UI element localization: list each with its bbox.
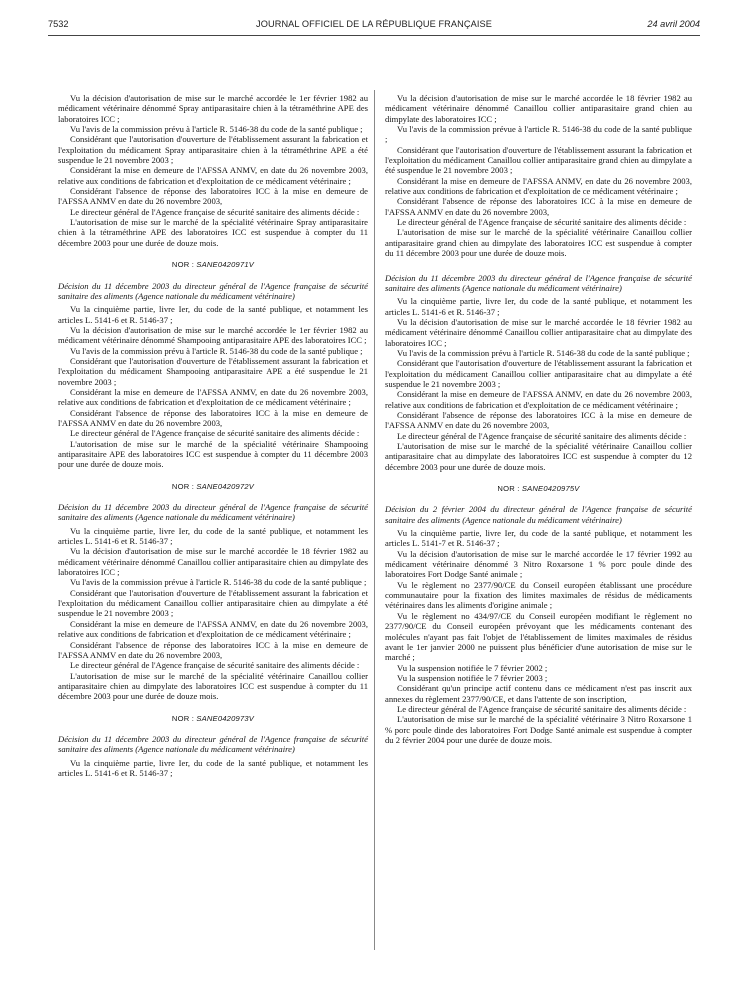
nor-code: SANE0420975V xyxy=(521,484,580,494)
paragraph: Vu la décision d'autorisation de mise sur le marché accordée le 18 février 1982 au médicament vétérinaire dénommé Canaillou collier antiparasitaire chat au dimpylate des laboratoires ICC ; xyxy=(385,316,692,348)
paragraph: Le directeur général de l'Agence française de sécurité sanitaire des aliments décide : xyxy=(397,703,687,714)
paragraph: Vu le règlement no 2377/90/CE du Conseil européen établissant une procédure communautaire pour la fixation des limites maximales de résidus de médicaments vétérinaires dans les aliments d'origine animale ; xyxy=(385,579,692,611)
paragraph: Considérant l'absence de réponse des laboratoires ICC à la mise en demeure de l'AFSSA ANMV en date du 26 novembre 2003, xyxy=(58,186,368,207)
issue-date: 24 avril 2004 xyxy=(647,19,700,29)
paragraph: Vu la décision d'autorisation de mise sur le marché accordée le 18 février 1982 au médicament vétérinaire dénommé Canaillou collier antiparasitaire grand chien au dimpylate des laboratoires ICC ; xyxy=(385,93,692,124)
paragraph: Vu l'avis de la commission prévu à l'article R. 5146-38 du code de la santé publique ; xyxy=(397,347,690,358)
column-divider xyxy=(374,90,375,950)
paragraph: Vu la cinquième partie, livre Ier, du code de la santé publique, et notamment les articles L. 5141-6 et R. 5146-37 ; xyxy=(58,525,368,547)
nor-label: NOR : xyxy=(171,260,195,270)
paragraph: Vu la cinquième partie, livre Ier, du code de la santé publique, et notamment les articles L. 5141-6 et R. 5146-37 ; xyxy=(58,304,368,325)
nor-code: SANE0420972V xyxy=(196,481,255,491)
paragraph: Considérant la mise en demeure de l'AFSSA ANMV, en date du 26 novembre 2003, relative aux conditions de fabrication et d'exploitation de ce médicament vétérinaire ; xyxy=(58,165,368,186)
paragraph: Vu la suspension notifiée le 7 février 2002 ; xyxy=(397,662,548,673)
page-number: 7532 xyxy=(48,19,69,29)
paragraph: Considérant qu'un principe actif contenu dans ce médicament n'est pas inscrit aux annexes du règlement 2377/90/CE, et dans l'attente de son inscription, xyxy=(385,683,692,704)
paragraph: Vu la cinquième partie, livre Ier, du code de la santé publique, et notamment les articles L. 5141-7 et R. 5146-37 ; xyxy=(385,528,692,549)
paragraph: Vu la décision d'autorisation de mise sur le marché accordée le 1er février 1982 au médicament vétérinaire dénommé Shampooing antiparasitaire APE des laboratoires ICC ; xyxy=(58,324,368,346)
paragraph: Vu la cinquième partie, livre Ier, du code de la santé publique, et notamment les articles L. 5141-6 et R. 5146-37 ; xyxy=(58,757,368,778)
nor-reference xyxy=(385,484,692,494)
nor-code: SANE0420971V xyxy=(196,260,255,270)
paragraph: L'autorisation de mise sur le marché de la spécialité vétérinaire Shampooing antiparasitaire APE des laboratoires ICC est suspendue à compter du 11 décembre 2003 pour une durée de douze mois. xyxy=(58,438,368,470)
nor-reference xyxy=(58,260,368,270)
paragraph: Vu l'avis de la commission prévue à l'article R. 5146-38 du code de la santé publique ; xyxy=(70,577,367,588)
right-column xyxy=(385,93,692,745)
nor-label: NOR : xyxy=(171,713,195,723)
nor-label: NOR : xyxy=(497,484,520,494)
paragraph: Le directeur général de l'Agence française de sécurité sanitaire des aliments décide : xyxy=(70,660,360,671)
paragraph: Vu la cinquième partie, livre Ier, du code de la santé publique, et notamment les articles L. 5141-6 et R. 5146-37 ; xyxy=(385,296,692,317)
journal-title: JOURNAL OFFICIEL DE LA RÉPUBLIQUE FRANÇAISE xyxy=(256,19,492,29)
paragraph: Le directeur général de l'Agence française de sécurité sanitaire des aliments décide : xyxy=(397,430,687,441)
decision-title: Décision du 11 décembre 2003 du directeur général de l'Agence française de sécurité sanitaire des aliments (Agence nationale du médicament vétérinaire) xyxy=(58,280,368,301)
nor-reference xyxy=(58,482,368,492)
paragraph: L'autorisation de mise sur le marché de la spécialité vétérinaire Canaillou collier antiparasitaire chien au dimpylate des laboratoires ICC est suspendue à compter du 11 décembre 2003 pour une durée de douze mois. xyxy=(58,670,368,702)
nor-label: NOR : xyxy=(171,481,195,491)
nor-reference xyxy=(58,714,368,724)
paragraph: Vu la décision d'autorisation de mise sur le marché accordée le 1er février 1982 au médicament vétérinaire dénommé Spray antiparasitaire chien à la tétraméthrine APE des laboratoires ICC ; xyxy=(58,93,368,124)
paragraph: Considérant l'absence de réponse des laboratoires ICC à la mise en demeure de l'AFSSA ANMV en date du 26 novembre 2003, xyxy=(385,196,692,217)
decision-title: Décision du 11 décembre 2003 du directeur général de l'Agence française de sécurité sanitaire des aliments (Agence nationale du médicament vétérinaire) xyxy=(58,733,368,755)
paragraph: Considérant l'absence de réponse des laboratoires ICC à la mise en demeure de l'AFSSA ANMV en date du 26 novembre 2003, xyxy=(58,407,368,428)
paragraph: Considérant la mise en demeure de l'AFSSA ANMV, en date du 26 novembre 2003, relative aux conditions de fabrication et d'exploitation de ce médicament vétérinaire ; xyxy=(385,175,692,197)
paragraph: Vu l'avis de la commission prévu à l'article R. 5146-38 du code de la santé publique ; xyxy=(70,124,363,135)
paragraph: Considérant l'absence de réponse des laboratoires ICC à la mise en demeure de l'AFSSA ANMV en date du 26 novembre 2003, xyxy=(58,639,368,660)
nor-code: SANE0420973V xyxy=(196,713,255,723)
paragraph: Considérant que l'autorisation d'ouverture de l'établissement assurant la fabrication et l'exploitation du médicament Shampooing antiparasitaire APE a été suspendue le 21 novembre 2003 ; xyxy=(58,355,368,387)
page-header xyxy=(48,17,700,33)
paragraph: L'autorisation de mise sur le marché de la spécialité vétérinaire Spray antiparasitaire chien à la tétraméthrine APE des laboratoires ICC est suspendue à compter du 11 décembre 2003 pour une durée de douze mois. xyxy=(58,217,368,248)
paragraph: L'autorisation de mise sur le marché de la spécialité vétérinaire 3 Nitro Roxarsone 1 % porc poule dinde des laboratoires Fort Dodge Santé animale est suspendue à compter du 2 février 2004 pour une durée de douze mois. xyxy=(385,714,692,745)
paragraph: Vu l'avis de la commission prévue à l'article R. 5146-38 du code de la santé publique ; xyxy=(385,124,692,145)
paragraph: Considérant la mise en demeure de l'AFSSA ANMV, en date du 26 novembre 2003, relative aux conditions de fabrication et d'exploitation de ce médicament vétérinaire ; xyxy=(58,618,368,640)
decision-title: Décision du 11 décembre 2003 du directeur général de l'Agence française de sécurité sanitaire des aliments (Agence nationale du médicament vétérinaire) xyxy=(385,272,692,293)
paragraph: Considérant que l'autorisation d'ouverture de l'établissement assurant la fabrication et l'exploitation du médicament Canaillou collier antiparasitaire chien au dimpylate a été suspendue le 21 novembre 2003 ; xyxy=(58,587,368,619)
paragraph: Le directeur général de l'Agence française de sécurité sanitaire des aliments décide : xyxy=(70,206,360,217)
paragraph: Considérant que l'autorisation d'ouverture de l'établissement assurant la fabrication et l'exploitation du médicament Spray antiparasitaire chien à la tétraméthrine APE a été suspendue le 21 novembre 2003 ; xyxy=(58,134,368,166)
paragraph: Vu la suspension notifiée le 7 février 2003 ; xyxy=(397,672,548,683)
paragraph: L'autorisation de mise sur le marché de la spécialité vétérinaire Canaillou collier antiparasitaire grand chien au dimpylate des laboratoires ICC est suspendue à compter du 11 décembre 2003 pour une durée de douze mois. xyxy=(385,227,692,259)
header-rule xyxy=(48,35,700,36)
paragraph: Considérant que l'autorisation d'ouverture de l'établissement assurant la fabrication et l'exploitation du médicament Canaillou collier antiparasitaire grand chien au dimpylate a été suspendue le 21 novembre 2003 ; xyxy=(385,144,692,176)
paragraph: Vu la décision d'autorisation de mise sur le marché accordée le 18 février 1982 au médicament vétérinaire dénommé Canaillou collier antiparasitaire chien au dimpylate des laboratoires ICC ; xyxy=(58,546,368,578)
paragraph: Vu la décision d'autorisation de mise sur le marché accordée le 17 février 1992 au médicament vétérinaire dénommé 3 Nitro Roxarsone 1 % porc poule dinde des laboratoires Fort Dodge Santé animale ; xyxy=(385,548,692,580)
paragraph: Considérant l'absence de réponse des laboratoires ICC à la mise en demeure de l'AFSSA ANMV en date du 26 novembre 2003, xyxy=(385,409,692,431)
left-column xyxy=(58,93,368,778)
paragraph: Vu l'avis de la commission prévu à l'article R. 5146-38 du code de la santé publique ; xyxy=(70,345,363,356)
paragraph: Le directeur général de l'Agence française de sécurité sanitaire des aliments décide : xyxy=(397,217,687,228)
paragraph: Vu le règlement no 434/97/CE du Conseil européen modifiant le règlement no 2377/90/CE du Conseil européen prévoyant que les médicaments contenant des molécules n'ayant pas fait l'objet de l'établissement de limites maximales de résidus avant le 1er janvier 2000 ne puissent plus bénéficier d'une autorisation de mise sur le marché ; xyxy=(385,610,692,663)
paragraph: Considérant que l'autorisation d'ouverture de l'établissement assurant la fabrication et l'exploitation du médicament Canaillou collier antiparasitaire chat au dimpylate a été suspendue le 21 novembre 2003 ; xyxy=(385,358,692,389)
decision-title: Décision du 2 février 2004 du directeur général de l'Agence française de sécurité sanitaire des aliments (Agence nationale du médicament vétérinaire) xyxy=(385,504,692,525)
decision-title: Décision du 11 décembre 2003 du directeur général de l'Agence française de sécurité sanitaire des aliments (Agence nationale du médicament vétérinaire) xyxy=(58,502,368,523)
paragraph: Considérant la mise en demeure de l'AFSSA ANMV, en date du 26 novembre 2003, relative aux conditions de fabrication et d'exploitation de ce médicament vétérinaire ; xyxy=(58,386,368,408)
paragraph: L'autorisation de mise sur le marché de la spécialité vétérinaire Canaillou collier antiparasitaire chat au dimpylate des laboratoires ICC est suspendue à compter du 12 décembre 2003 pour une durée de douze mois. xyxy=(385,441,692,472)
paragraph: Considérant la mise en demeure de l'AFSSA ANMV, en date du 26 novembre 2003, relative aux conditions de fabrication et d'exploitation de ce médicament vétérinaire ; xyxy=(385,389,692,410)
paragraph: Le directeur général de l'Agence française de sécurité sanitaire des aliments décide : xyxy=(70,428,360,439)
